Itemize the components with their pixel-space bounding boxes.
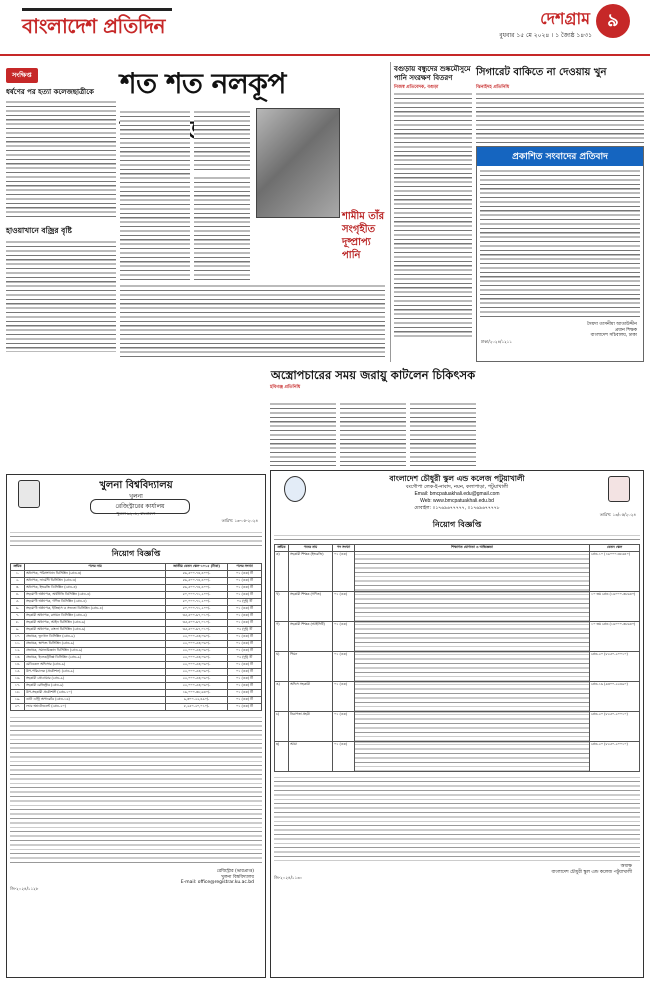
cell-scale: ১৬,০০০-৩৮,৬৪০/- <box>166 690 228 697</box>
lead-body-col1 <box>120 110 190 280</box>
school-col-qual: শিক্ষাগত যোগ্যতা ও অভিজ্ঞতা <box>355 545 590 552</box>
cell-post: উপ-সহকারী প্রকৌশলী (গ্রেড-১০) <box>25 690 166 697</box>
cell-scale: ২২,০০০-৫৩,০৬০/- <box>166 641 228 648</box>
table-row <box>11 606 262 613</box>
cell-post: ডাটা এন্ট্রি অপারেটর (গ্রেড-১৬) <box>25 697 166 704</box>
cell-scale: ৫০,০০০-৭১,২০০/- <box>166 592 228 599</box>
cell-sl: ৮. <box>11 620 25 627</box>
cell-qual <box>355 652 590 682</box>
cell-count: ০১ (এক) টি <box>228 592 262 599</box>
university-signer: রেজিস্ট্রার (ভারপ্রাপ্ত) <box>216 869 254 874</box>
cell-scale: ৩৫,৫০০-৬৭,০১০/- <box>166 627 228 634</box>
table-row <box>11 641 262 648</box>
cell-count: ০১ (এক) টি <box>228 578 262 585</box>
school-conditions <box>274 775 640 861</box>
cell-scale: ৩৫,৫০০-৬৭,০১০/- <box>166 620 228 627</box>
hospital-story <box>270 366 476 466</box>
cell-sl: ১৬. <box>11 676 25 683</box>
cell-count: ০১ (এক) <box>333 622 355 652</box>
lead-body-col2b <box>194 176 250 280</box>
school-address: বংগৌপা লেক-ই-নাবাদ, নয়ন, কলাপাড়া, পটুয়াখালী <box>405 484 509 490</box>
cell-sl: ৭. <box>11 613 25 620</box>
cell-post: ল্যাব অ্যাটেনডেন্ট (গ্রেড-২০) <box>25 704 166 711</box>
cell-qual <box>355 552 590 592</box>
cell-post: অফিস সহকারী <box>289 682 333 712</box>
cell-qual <box>355 682 590 712</box>
cell-scale: ৫০,০০০-৭১,২০০/- <box>166 599 228 606</box>
university-notice-title: নিয়োগ বিজ্ঞপ্তি <box>111 549 161 558</box>
cell-post: সহযোগী অধ্যাপক, গণিত ডিসিপ্লিন (গ্রেড-৪) <box>25 599 166 606</box>
cell-count: ০১ (এক) <box>333 712 355 742</box>
logo-bar <box>22 8 172 11</box>
table-row <box>11 669 262 676</box>
protest-signer-name: সৈয়দা তাসনীমা আতাউদ্দীন <box>586 322 637 327</box>
cell-post: উপ-পরিচালক (প্রকৌশল) (গ্রেড-৯) <box>25 669 166 676</box>
cell-scale: ২২,০০০-৫৩,০৬০/- <box>166 683 228 690</box>
cell-count: ০১ (এক) টি <box>228 606 262 613</box>
hospital-body-col2 <box>340 402 406 466</box>
cell-sl: ১৫. <box>11 669 25 676</box>
cell-sl: ৩. <box>11 585 25 592</box>
cell-count: ০১ (এক) <box>333 742 355 772</box>
cell-sl: ১. <box>11 571 25 578</box>
school-email: Email: bmcpatuakhali.edu@gmail.com <box>414 491 500 497</box>
lead-photo-caption: শামীম তাঁর সংগৃহীত দূষ্প্রাপ্য পানি <box>342 211 385 261</box>
table-row <box>11 592 262 599</box>
cigarette-headline: সিগারেট বাকিতে না দেওয়ায় খুন <box>476 67 607 78</box>
protest-signer-org: বাংলাদেশ সচিবালয়, ঢাকা <box>590 333 637 338</box>
table-row <box>11 585 262 592</box>
protest-signer-role: প্রধান শিক্ষক <box>614 327 637 333</box>
university-notice-frame <box>6 474 266 978</box>
cell-post: সহকারী অধ্যাপক, আইন ডিসিপ্লিন (গ্রেড-৬) <box>25 620 166 627</box>
cigarette-reporter: ঝিনাইদহ প্রতিনিধি <box>476 85 510 90</box>
cell-post: সহকারী শিক্ষক (গণিত) <box>289 592 333 622</box>
cell-post: সহকারী রেজিস্ট্রার (গ্রেড-৯) <box>25 683 166 690</box>
cell-post: প্রভাষক, ইলেকট্রনিক্স ডিসিপ্লিন (গ্রেড-৯) <box>25 655 166 662</box>
cell-sl: ছ) <box>275 742 289 772</box>
cell-post: সহকারী শিক্ষক (ইংরেজি) <box>289 552 333 592</box>
cell-grade: ১০ তম গ্রেড (১৬০০০-৩৮৬৪০) <box>590 592 640 622</box>
cell-sl: ৫. <box>11 599 25 606</box>
cell-sl: ১৩. <box>11 655 25 662</box>
water-body <box>394 92 472 338</box>
lead-headline: শত শত নলকূপ <box>120 67 286 100</box>
table-row <box>11 620 262 627</box>
university-name: খুলনা বিশ্ববিদ্যালয় <box>99 480 173 491</box>
cell-scale: ৯,৩০০-২২,৪৯০/- <box>166 697 228 704</box>
cell-count: ০১ (এক) টি <box>228 634 262 641</box>
cell-scale: ২২,০০০-৫৩,০৬০/- <box>166 662 228 669</box>
cell-count: ০১ (এক) টি <box>228 690 262 697</box>
brief1-headline: ধর্ষণের পর হত্যা কলেজছাত্রীকে <box>6 88 94 96</box>
cell-qual <box>355 592 590 622</box>
col-count: পদের সংখ্যা <box>228 564 262 571</box>
table-row <box>11 599 262 606</box>
cell-scale: ৫০,০০০-৭১,২০০/- <box>166 606 228 613</box>
table-row <box>11 613 262 620</box>
dateline: বুধবার ১৫ মে ২০২৪ । ১ জ্যৈষ্ঠ ১৪৩১ <box>499 32 592 39</box>
table-row <box>11 627 262 634</box>
cell-scale: ২২,০০০-৫৩,০৬০/- <box>166 669 228 676</box>
hospital-headline: অস্ত্রোপচারের সময় জরায়ু কাটলেন চিকিৎসক <box>270 368 476 382</box>
cell-qual <box>355 622 590 652</box>
protest-body <box>480 169 640 319</box>
cell-sl: ১১. <box>11 641 25 648</box>
protest-notice <box>476 146 644 362</box>
table-row <box>275 622 640 652</box>
cell-post: পিয়ন <box>289 652 333 682</box>
cell-grade: গ্রেড-১০ (১৬০০০-৩৮৬৪০) <box>590 552 640 592</box>
table-row <box>275 552 640 592</box>
table-row <box>11 648 262 655</box>
cell-sl: খ) <box>275 592 289 622</box>
briefs-column <box>6 62 116 362</box>
col-sl: ক্রমিক <box>11 564 25 571</box>
school-jobs-table <box>274 544 640 772</box>
cell-count: ০১ (এক) <box>333 682 355 712</box>
table-row <box>275 712 640 742</box>
school-col-sl: ক্রমিক <box>275 545 289 552</box>
cell-sl: ১০. <box>11 634 25 641</box>
school-col-grade: বেতন স্কেল <box>590 545 640 552</box>
university-conditions <box>10 715 262 865</box>
cell-grade: গ্রেড-২০ (৮২৫০-২০০১০) <box>590 712 640 742</box>
cell-scale: ২২,০০০-৫৩,০৬০/- <box>166 655 228 662</box>
lead-body-col2a <box>194 110 250 172</box>
cell-sl: চ) <box>275 712 289 742</box>
table-row <box>11 704 262 711</box>
cell-post: প্রভাষক, সমাজবিজ্ঞান ডিসিপ্লিন (গ্রেড-৯) <box>25 648 166 655</box>
cell-sl: গ) <box>275 622 289 652</box>
cell-sl: ৯. <box>11 627 25 634</box>
table-row <box>11 655 262 662</box>
table-row <box>11 662 262 669</box>
cell-count: ০১ (এক) <box>333 592 355 622</box>
cell-count: ০১ (এক) টি <box>228 704 262 711</box>
school-signer: অধ্যক্ষ <box>620 864 632 869</box>
cell-sl: ১৮. <box>11 690 25 697</box>
cigarette-body <box>476 92 644 148</box>
water-story <box>390 62 472 362</box>
cell-post: সহকারী প্রোগ্রামার (গ্রেড-৯) <box>25 676 166 683</box>
cell-grade: গ্রেড-২০ (৮২৫০-২০০১০) <box>590 652 640 682</box>
university-intro <box>10 530 262 546</box>
cell-sl: ঙ) <box>275 682 289 712</box>
cell-post: প্রভাষক, স্থাপত্য ডিসিপ্লিন (গ্রেড-৯) <box>25 641 166 648</box>
cell-scale: ৩৫,৫০০-৬৭,০১০/- <box>166 613 228 620</box>
university-date: তারিখ: ১৩-০৫-২০২৪ <box>221 518 258 523</box>
col-scale: জাতীয় বেতন স্কেল-২০১৫ (টাকা) <box>166 564 228 571</box>
cell-sl: ২০. <box>11 704 25 711</box>
school-signer-org: বাংলাদেশ চৌধুরী স্কুল এন্ড কলেজ পটুয়াখালী <box>551 869 632 875</box>
brief2-body <box>6 240 116 352</box>
university-ref: জি-২০২৪/১১২৮ <box>10 885 39 891</box>
lead-photo <box>256 108 340 218</box>
cell-sl: ৪. <box>11 592 25 599</box>
cell-count: ০১ (এক) টি <box>228 620 262 627</box>
school-notice-title: নিয়োগ বিজ্ঞপ্তি <box>432 520 482 529</box>
newspaper-logo: বাংলাদেশ প্রতিদিন <box>22 14 165 38</box>
water-headline: বগুড়ায় বন্ধুদের শুষ্কমৌসুমে পানি সংরক্ষণ বিতরণ <box>394 65 471 82</box>
university-office: রেজিস্ট্রারের কার্যালয় <box>90 499 190 514</box>
briefs-tag: সংক্ষিপ্ত <box>6 68 38 83</box>
cell-scale: ৫৬,৫০০-৭৪,৪০০/- <box>166 571 228 578</box>
cell-scale: ২২,০০০-৫৩,০৬০/- <box>166 676 228 683</box>
table-row <box>11 676 262 683</box>
cell-post: সহযোগী অধ্যাপক, ইতিহাস ও সভ্যতা ডিসিপ্লিন (গ্রেড-৪) <box>25 606 166 613</box>
cell-sl: ১৭. <box>11 683 25 690</box>
university-subtitle: খুলনা-৯২০৮, বাংলাদেশ <box>116 511 156 516</box>
cell-post: অধ্যাপক, ইংরেজি ডিসিপ্লিন (গ্রেড-৩) <box>25 585 166 592</box>
cell-sl: ১৯. <box>11 697 25 704</box>
cell-scale: ৫৬,৫০০-৭৪,৪০০/- <box>166 578 228 585</box>
table-row <box>11 571 262 578</box>
school-phone: মোবাইল: ০১৭৬৯৬৭৭৭৭৭, ০১৭৬৯৬৭৭৭৭৮ <box>414 506 500 511</box>
cell-grade: ১০ তম গ্রেড (১৬০০০-৩৮৬৪০) <box>590 622 640 652</box>
hospital-reporter: হবিগঞ্জ প্রতিনিধি <box>270 385 301 390</box>
cell-post: অধ্যাপক, ফার্মেসী ডিসিপ্লিন (গ্রেড-৩) <box>25 578 166 585</box>
cell-count: ০১ (এক) টি <box>228 613 262 620</box>
cigarette-story <box>476 62 644 142</box>
cell-scale: ৫৬,৫০০-৭৪,৪০০/- <box>166 585 228 592</box>
cell-count: ০১ (এক) টি <box>228 648 262 655</box>
hospital-body-col3 <box>410 402 476 466</box>
cell-count: ০১ (এক) টি <box>228 683 262 690</box>
cell-sl: ১৪. <box>11 662 25 669</box>
cell-count: ০১ (এক) টি <box>228 585 262 592</box>
cell-count: ০২ (দুই) টি <box>228 627 262 634</box>
page-number: ৯ <box>596 4 630 38</box>
table-row <box>11 683 262 690</box>
cell-post: নিরাপত্তা প্রহরী <box>289 712 333 742</box>
cell-grade: গ্রেড-১৬ (৯৩০০-২২৪৯০) <box>590 682 640 712</box>
table-row <box>11 690 262 697</box>
cell-scale: ২২,০০০-৫৩,০৬০/- <box>166 648 228 655</box>
table-row <box>275 592 640 622</box>
table-row <box>275 742 640 772</box>
cell-scale: ৮,২৫০-২০,০১০/- <box>166 704 228 711</box>
masthead <box>0 0 650 56</box>
table-row <box>275 682 640 712</box>
cell-post: প্রভাষক, ভূগোল ডিসিপ্লিন (গ্রেড-৯) <box>25 634 166 641</box>
cell-post: আয়া <box>289 742 333 772</box>
cell-grade: গ্রেড-২০ (৮২৫০-২০০১০) <box>590 742 640 772</box>
school-date: তারিখ: ১৩/০৫/২০২৪ <box>599 512 636 517</box>
protest-title: প্রকাশিত সংবাদের প্রতিবাদ <box>477 147 643 166</box>
cell-count: ০২ (দুই) টি <box>228 655 262 662</box>
cell-count: ০১ (এক) টি <box>228 662 262 669</box>
brief1-body <box>6 100 116 220</box>
school-ref: জি-২০২৪/১১৩০ <box>274 875 303 880</box>
cell-sl: ক) <box>275 552 289 592</box>
university-email: E-mail: office@registrar.ku.ac.bd <box>180 880 254 885</box>
cell-count: ০২ (দুই) টি <box>228 599 262 606</box>
school-notice <box>270 470 644 978</box>
cell-post: অধ্যাপক, পরিসংখ্যান ডিসিপ্লিন (গ্রেড-৩) <box>25 571 166 578</box>
cell-count: ০১ (এক) টি <box>228 571 262 578</box>
cell-qual <box>355 742 590 772</box>
cell-count: ০১ (এক) টি <box>228 669 262 676</box>
table-row <box>275 652 640 682</box>
brief2-headline: হাওয়াখানে বজ্রির বৃষ্টি <box>6 226 72 235</box>
cell-post: সহকারী শিক্ষক (আইসিটি) <box>289 622 333 652</box>
hospital-body-col1 <box>270 402 336 466</box>
lead-body-bottom <box>120 284 385 360</box>
cell-post: সহযোগী অধ্যাপক, অর্থনীতি ডিসিপ্লিন (গ্রেড-৪) <box>25 592 166 599</box>
table-row <box>11 634 262 641</box>
university-jobs-table <box>10 563 262 711</box>
table-row <box>11 578 262 585</box>
university-city: খুলনা <box>129 493 143 500</box>
school-intro <box>274 533 640 542</box>
cell-post: সহকারী অধ্যাপক, বাংলা ডিসিপ্লিন (গ্রেড-৬) <box>25 627 166 634</box>
school-col-count: পদ সংখ্যা <box>333 545 355 552</box>
cell-scale: ২২,০০০-৫৩,০৬০/- <box>166 634 228 641</box>
cell-qual <box>355 712 590 742</box>
cell-post: মেডিকেল অফিসার (গ্রেড-৯) <box>25 662 166 669</box>
water-reporter: নিজস্ব প্রতিবেদক, বগুড়া <box>394 85 439 90</box>
cell-count: ০১ (এক) টি <box>228 641 262 648</box>
university-signer-org: খুলনা বিশ্ববিদ্যালয় <box>221 874 254 880</box>
cell-post: সহকারী অধ্যাপক, রসায়ন ডিসিপ্লিন (গ্রেড-৬) <box>25 613 166 620</box>
cell-sl: ঘ) <box>275 652 289 682</box>
school-web: Web: www.bmcpatuakhali.edu.bd <box>420 498 494 504</box>
cell-count: ০১ (এক) টি <box>228 676 262 683</box>
cell-sl: ৬. <box>11 606 25 613</box>
cell-count: ০১ (এক) টি <box>228 697 262 704</box>
cell-sl: ২. <box>11 578 25 585</box>
cell-sl: ১২. <box>11 648 25 655</box>
school-name: বাংলাদেশ চৌধুরী স্কুল এন্ড কলেজ পটুয়াখালী <box>389 474 525 483</box>
protest-ref: ঢাকা/২০২৪/১২১১ <box>481 338 512 344</box>
cell-count: ০১ (এক) <box>333 552 355 592</box>
table-row <box>11 697 262 704</box>
school-col-post: পদের নাম <box>289 545 333 552</box>
cell-count: ০১ (এক) <box>333 652 355 682</box>
col-post: পদের নাম <box>25 564 166 571</box>
section-name: দেশগ্রাম <box>540 9 590 28</box>
